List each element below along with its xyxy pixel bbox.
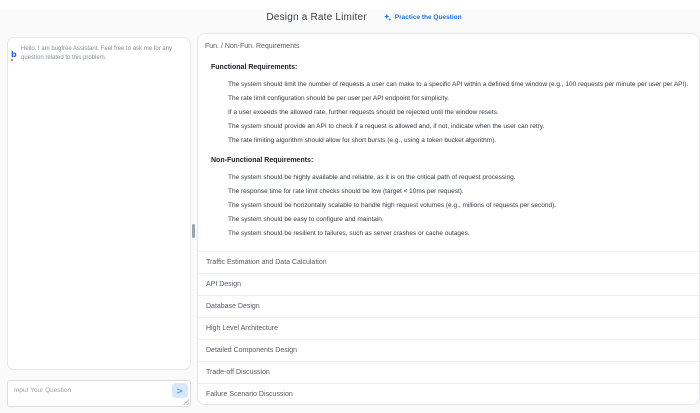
section-row-api-design[interactable]: API Design [198,273,699,295]
requirement-item: • The system should be highly available and reliable, as it is on the critical path of request processing. [228,171,693,185]
section-header-requirements[interactable]: Fun. / Non-Fun. Requirements [205,43,300,50]
chat-scrollbar-thumb[interactable] [192,224,195,238]
functional-requirements-list [211,78,693,148]
question-input[interactable] [8,381,190,406]
send-icon [176,383,184,398]
requirement-item: • The system should be easy to configure and maintain. [228,213,693,227]
functional-requirements-heading: Functional Requirements: [211,64,298,71]
assistant-message-text: Hello, I am bugfree Assistant. Feel free to ask me for any question related to this problem. [21,46,173,61]
logo-dot [11,59,13,61]
sparkles-icon [383,13,392,22]
section-row-trade-off-discussion[interactable]: Trade-off Discussion [198,361,699,383]
requirement-item: • If a user exceeds the allowed rate, further requests should be rejected until the window resets. [228,106,693,120]
chat-panel [7,37,191,370]
section-row-failure-scenario-discussion[interactable]: Failure Scenario Discussion [198,383,699,405]
section-row-database-design[interactable]: Database Design [198,295,699,317]
requirement-item: • The system should limit the number of requests a user can make to a specific API within a defined time window (e.g., 100 requests per minute per user per API). [228,78,693,92]
logo-letter: b [11,50,17,59]
requirement-item: • The rate limit configuration should be per user per API endpoint for simplicity. [228,92,693,106]
page-header [14,12,700,23]
section-row-detailed-components-design[interactable]: Detailed Components Design [198,339,699,361]
page-title: Design a Rate Limiter [266,12,367,23]
practice-question-label: Practice the Question [394,14,462,21]
requirement-item: • The rate limiting algorithm should allow for short bursts (e.g., using a token bucket algorithm). [228,134,693,148]
question-outline-panel [197,33,700,405]
requirement-item: • The system should be horizontally scalable to handle high request volumes (e.g., millions of requests per second). [228,199,693,213]
top-strip [0,0,700,10]
non-functional-requirements-list [211,171,693,241]
assistant-message [8,38,190,63]
requirement-item: • The response time for rate limit checks should be low (target < 10ms per request). [228,185,693,199]
requirement-item: • The system should provide an API to check if a request is allowed and, if not, indicate when the user can retry. [228,120,693,134]
requirement-item: • The system should be resilient to failures, such as server crashes or cache outages. [228,227,693,241]
requirements-content [198,57,699,251]
non-functional-requirements-heading: Non-Functional Requirements: [211,157,314,164]
section-row-high-level-architecture[interactable]: High Level Architecture [198,317,699,339]
bugfree-logo [11,44,19,62]
send-button[interactable] [172,383,188,398]
section-row-traffic-estimation[interactable]: Traffic Estimation and Data Calculation [198,251,699,273]
practice-question-link[interactable] [383,13,462,22]
question-input-box [7,380,191,407]
